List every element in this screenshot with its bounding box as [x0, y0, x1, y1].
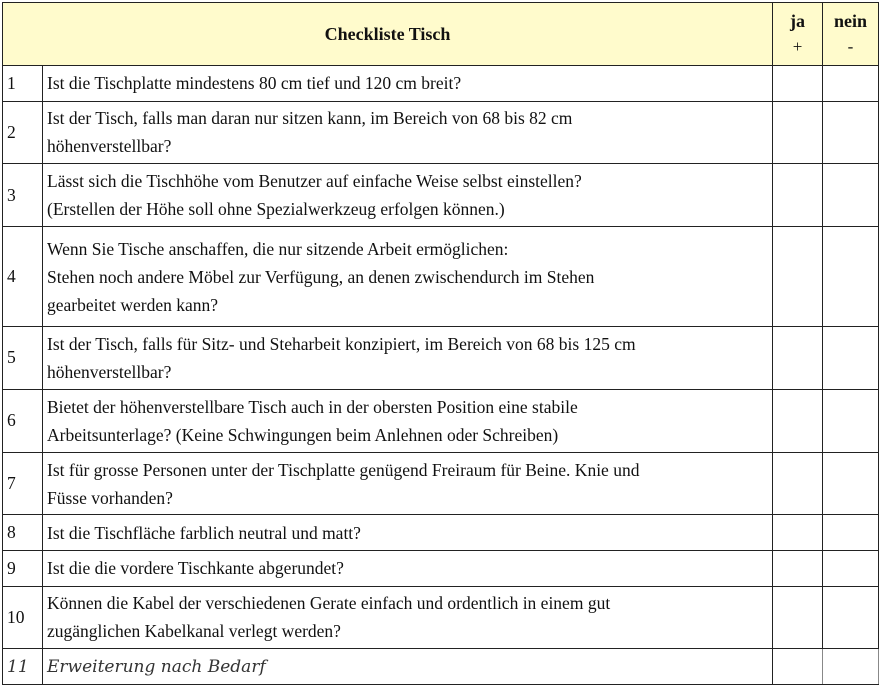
question-text: Ist der Tisch, falls für Sitz- und Steharbeit konzipiert, im Bereich von 68 bis 125 cm höhenverstellbar? — [43, 326, 773, 389]
no-checkbox-cell[interactable] — [823, 586, 879, 649]
question-text: Erweiterung nach Bedarf — [43, 649, 773, 685]
no-checkbox-cell[interactable] — [823, 452, 879, 515]
question-text: Ist die die vordere Tischkante abgerundet? — [43, 551, 773, 587]
question-text: Bietet der höhenverstellbare Tisch auch in der obersten Position eine stabile Arbeitsunterlage? (Keine Schwingungen beim Anlehnen oder Schreiben) — [43, 389, 773, 452]
row-number: 8 — [3, 515, 43, 551]
no-checkbox-cell[interactable] — [823, 551, 879, 587]
row-number: 6 — [3, 389, 43, 452]
yes-checkbox-cell[interactable] — [773, 389, 823, 452]
row-number: 5 — [3, 326, 43, 389]
no-checkbox-cell[interactable] — [823, 515, 879, 551]
question-text: Ist für grosse Personen unter der Tischplatte genügend Freiraum für Beine. Knie und Füsse vorhanden? — [43, 452, 773, 515]
table-row — [3, 227, 879, 326]
no-symbol: - — [847, 37, 854, 56]
row-number: 1 — [3, 66, 43, 102]
no-checkbox-cell[interactable] — [823, 66, 879, 102]
no-checkbox-cell[interactable] — [823, 389, 879, 452]
yes-label: ja — [790, 11, 806, 31]
yes-checkbox-cell[interactable] — [773, 452, 823, 515]
checklist-title: Checkliste Tisch — [3, 3, 773, 66]
row-number: 10 — [3, 586, 43, 649]
yes-checkbox-cell[interactable] — [773, 101, 823, 164]
row-number: 7 — [3, 452, 43, 515]
yes-checkbox-cell[interactable] — [773, 649, 823, 685]
table-row — [3, 551, 879, 587]
no-checkbox-cell[interactable] — [823, 101, 879, 164]
table-row — [3, 515, 879, 551]
question-text: Ist die Tischplatte mindestens 80 cm tief und 120 cm breit? — [43, 66, 773, 102]
yes-checkbox-cell[interactable] — [773, 551, 823, 587]
no-checkbox-cell[interactable] — [823, 164, 879, 227]
header-row — [3, 3, 879, 66]
yes-symbol: + — [792, 37, 803, 56]
yes-checkbox-cell[interactable] — [773, 227, 823, 326]
table-row — [3, 326, 879, 389]
row-number: 3 — [3, 164, 43, 227]
question-text: Können die Kabel der verschiedenen Gerate einfach und ordentlich in einem gut zugänglichen Kabelkanal verlegt werden? — [43, 586, 773, 649]
table-row — [3, 66, 879, 102]
yes-checkbox-cell[interactable] — [773, 66, 823, 102]
question-text: Ist der Tisch, falls man daran nur sitzen kann, im Bereich von 68 bis 82 cm höhenverstellbar? — [43, 101, 773, 164]
row-number: 2 — [3, 101, 43, 164]
yes-checkbox-cell[interactable] — [773, 326, 823, 389]
row-number: 11 — [3, 649, 43, 685]
no-column-header — [823, 3, 879, 66]
row-number: 4 — [3, 227, 43, 326]
table-row — [3, 164, 879, 227]
table-row — [3, 452, 879, 515]
checklist-table — [2, 2, 879, 685]
no-checkbox-cell[interactable] — [823, 227, 879, 326]
yes-column-header — [773, 3, 823, 66]
yes-checkbox-cell[interactable] — [773, 586, 823, 649]
question-text: Ist die Tischfläche farblich neutral und matt? — [43, 515, 773, 551]
row-number: 9 — [3, 551, 43, 587]
yes-checkbox-cell[interactable] — [773, 515, 823, 551]
yes-checkbox-cell[interactable] — [773, 164, 823, 227]
table-row — [3, 101, 879, 164]
table-row — [3, 649, 879, 685]
table-row — [3, 586, 879, 649]
question-text: Lässt sich die Tischhöhe vom Benutzer auf einfache Weise selbst einstellen? (Erstellen der Höhe soll ohne Spezialwerkzeug erfolgen können.) — [43, 164, 773, 227]
no-label: nein — [834, 11, 868, 31]
no-checkbox-cell[interactable] — [823, 649, 879, 685]
question-text: Wenn Sie Tische anschaffen, die nur sitzende Arbeit ermöglichen: Stehen noch andere Möbel zur Verfügung, an denen zwischendurch im Stehen gearbeitet werden kann? — [43, 227, 773, 326]
no-checkbox-cell[interactable] — [823, 326, 879, 389]
table-row — [3, 389, 879, 452]
